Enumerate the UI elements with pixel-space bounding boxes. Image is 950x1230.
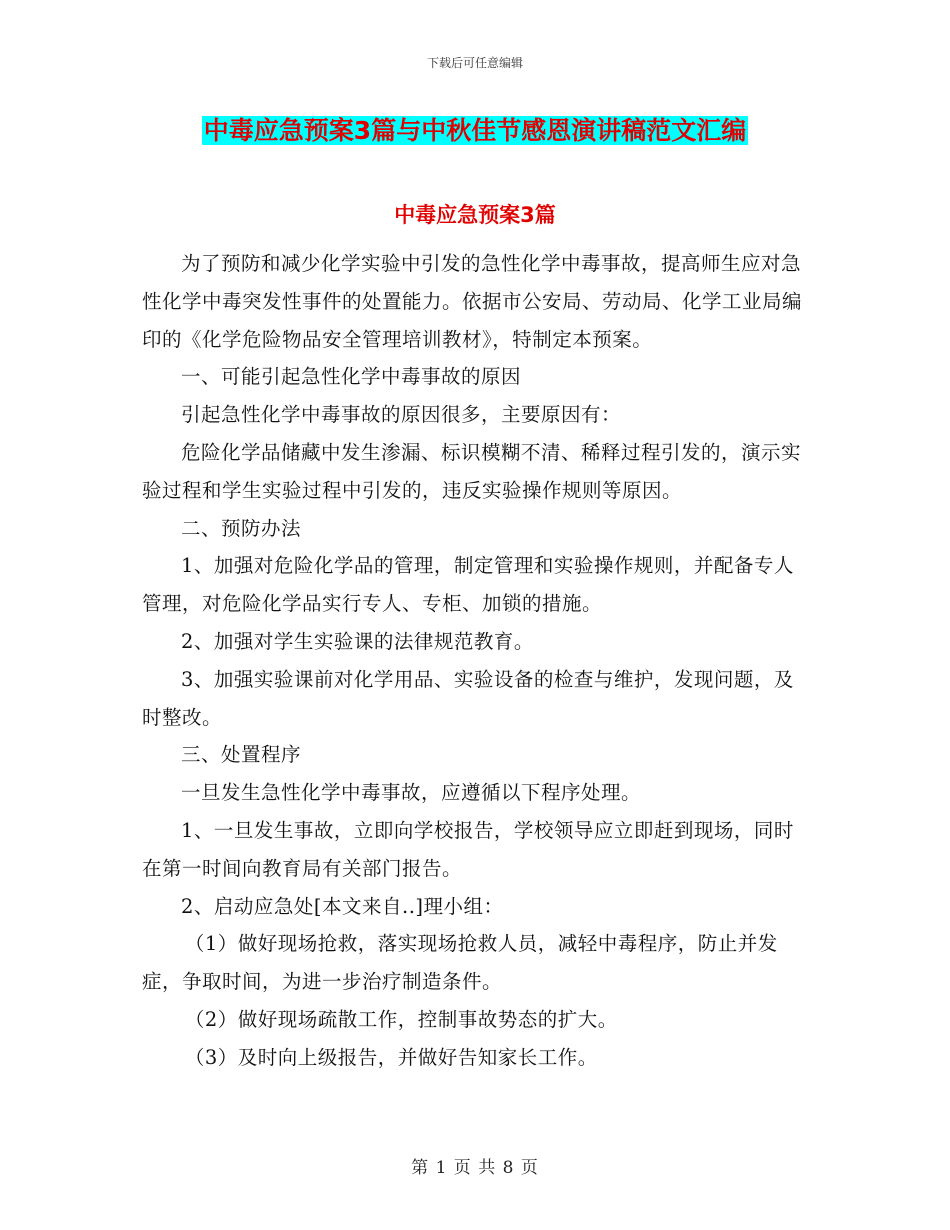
paragraph: 三、处置程序 <box>181 743 302 767</box>
paragraph: （2）做好现场疏散工作，控制事故势态的扩大。 <box>184 1007 618 1031</box>
paragraph: 1、一旦发生事故，立即向学校报告，学校领导应立即赶到现场，同时在第一时间向教育局有关部门报告。 <box>142 818 794 880</box>
paragraph: 3、加强实验课前对化学用品、实验设备的检查与维护，发现问题，及时整改。 <box>142 667 794 729</box>
header-note: 下载后可任意编辑 <box>426 56 523 70</box>
paragraph: 2、加强对学生实验课的法律规范教育。 <box>181 629 534 653</box>
paragraph: 1、加强对危险化学品的管理，制定管理和实验操作规则，并配备专人管理，对危险化学品实行专人、专柜、加锁的措施。 <box>142 554 794 616</box>
paragraph: 引起急性化学中毒事故的原因很多，主要原因有： <box>181 403 622 427</box>
section-title: 中毒应急预案3篇 <box>394 203 556 227</box>
page-number: 第 1 页 共 8 页 <box>411 1158 539 1178</box>
document-body <box>142 245 812 1077</box>
paragraph: 为了预防和减少化学实验中引发的急性化学中毒事故，提高师生应对急性化学中毒突发性事件的处置能力。依据市公安局、劳动局、化学工业局编印的《化学危险物品安全管理培训教材》，特制定本预案。 <box>142 252 803 351</box>
paragraph: 2、启动应急处[本文来自..]理小组： <box>181 894 504 918</box>
paragraph: 危险化学品储藏中发生渗漏、标识模糊不清、稀释过程引发的，演示实验过程和学生实验过程中引发的，违反实验操作规则等原因。 <box>142 440 802 502</box>
paragraph: 二、预防办法 <box>181 516 302 540</box>
paragraph: （1）做好现场抢救，落实现场抢救人员，减轻中毒程序，防止并发症，争取时间，为进一步治疗制造条件。 <box>142 932 778 994</box>
paragraph: 一旦发生急性化学中毒事故，应遵循以下程序处理。 <box>181 781 642 805</box>
document-title-text: 中毒应急预案3篇与中秋佳节感恩演讲稿范文汇编 <box>203 116 747 145</box>
paragraph: 一、可能引起急性化学中毒事故的原因 <box>181 365 522 389</box>
document-title <box>0 113 950 149</box>
paragraph: （3）及时向上级报告，并做好告知家长工作。 <box>184 1045 598 1069</box>
